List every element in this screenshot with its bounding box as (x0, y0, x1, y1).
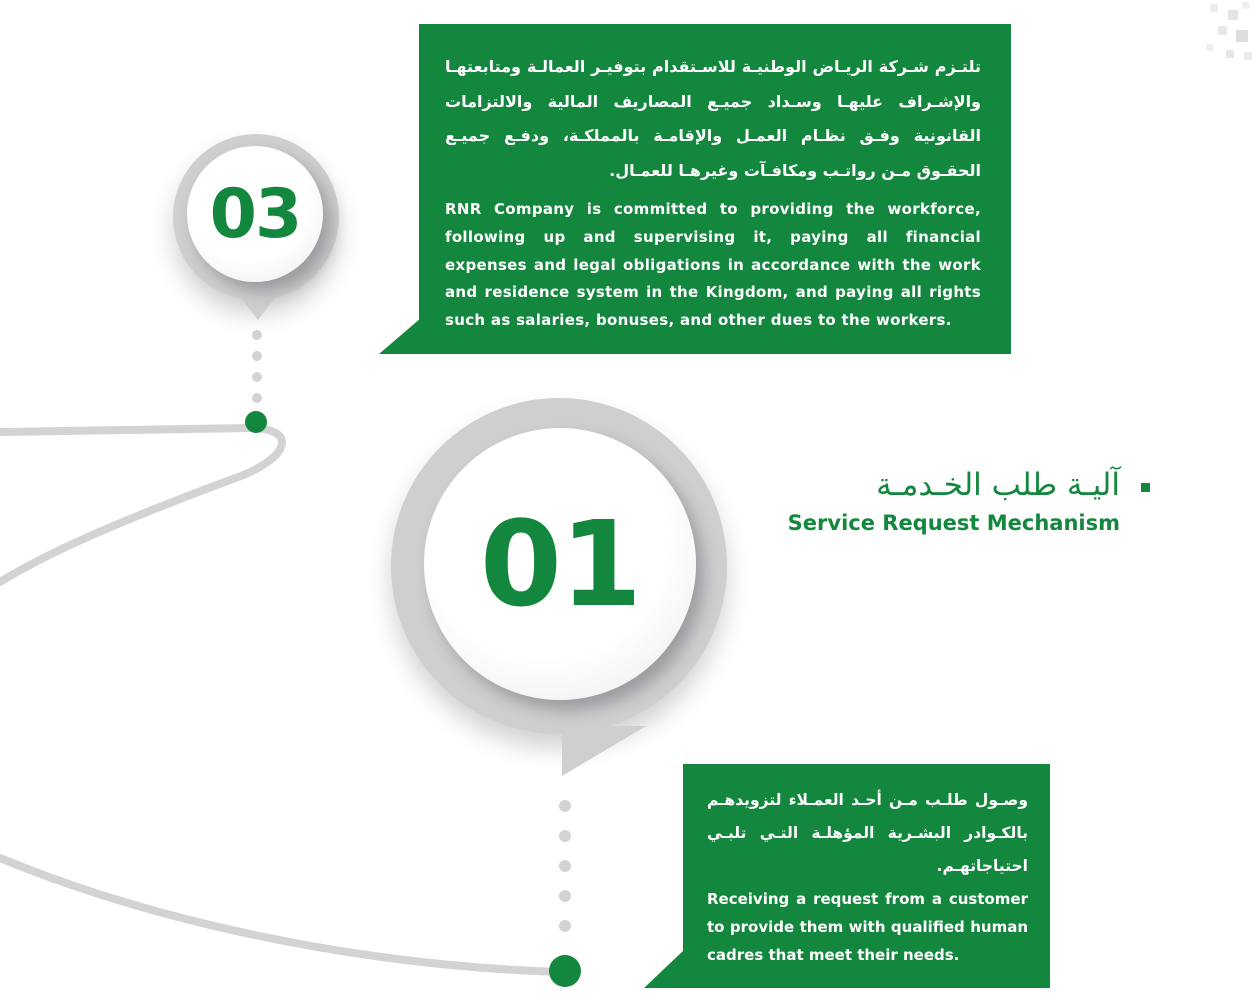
step-01-box-pointer (644, 950, 684, 988)
step-01-text-en: Receiving a request from a customer to provide them with qualified human cadres that meet their needs. (707, 890, 1028, 964)
step-01-circle (424, 428, 696, 700)
step-03-pin-tail (238, 294, 278, 324)
connector-dot (559, 860, 571, 872)
step-03-text-en: RNR Company is committed to providing the workforce, following up and supervising it, paying all financial expenses and legal obligations in accordance with the work and residence system in the Kingdom, and paying all rights such as salaries, bonuses, and other dues to the workers. (445, 200, 981, 330)
step-01-number: 01 (479, 495, 641, 633)
connector-dot (559, 830, 571, 842)
timeline-node (549, 955, 581, 987)
step-01-pin-tail (562, 726, 646, 776)
connector-dot (252, 330, 262, 340)
step-03-description-box (419, 24, 1011, 354)
connector-dot (559, 890, 571, 902)
step-03-number: 03 (209, 174, 301, 254)
connector-dot (252, 372, 262, 382)
section-title-ar: آليـة طلب الخـدمـة (876, 467, 1120, 503)
step-03-circle (187, 146, 323, 282)
connector-dot (559, 920, 571, 932)
step-01-description-box (683, 764, 1050, 988)
section-title-en: Service Request Mechanism (787, 511, 1120, 535)
step-03-text-ar: تلتـزم شـركة الريـاض الوطنيـة للاسـتقدام بتوفيـر العمالـة ومتابعتهـا والإشـراف عليهـا وسـداد جميـع المصاريف المالية والالتزامات القانونية وفـق نظـام العمـل والإقامـة بالمملكـة، ودفـع جميـع الحقـوق مـن رواتـب ومكافـآت وغيرهـا للعمـال. (445, 57, 981, 180)
section-bullet (1141, 483, 1150, 492)
connector-dot (252, 393, 262, 403)
connector-dot (252, 351, 262, 361)
timeline-node (245, 411, 267, 433)
connector-dot (559, 800, 571, 812)
step-03-box-pointer (379, 318, 421, 354)
step-01-text-ar: وصـول طلـب مـن أحـد العمـلاء لتزويدهـم بالكـوادر البشـرية المؤهلـة التـي تلبـي احتياجاتهـم. (707, 791, 1028, 875)
